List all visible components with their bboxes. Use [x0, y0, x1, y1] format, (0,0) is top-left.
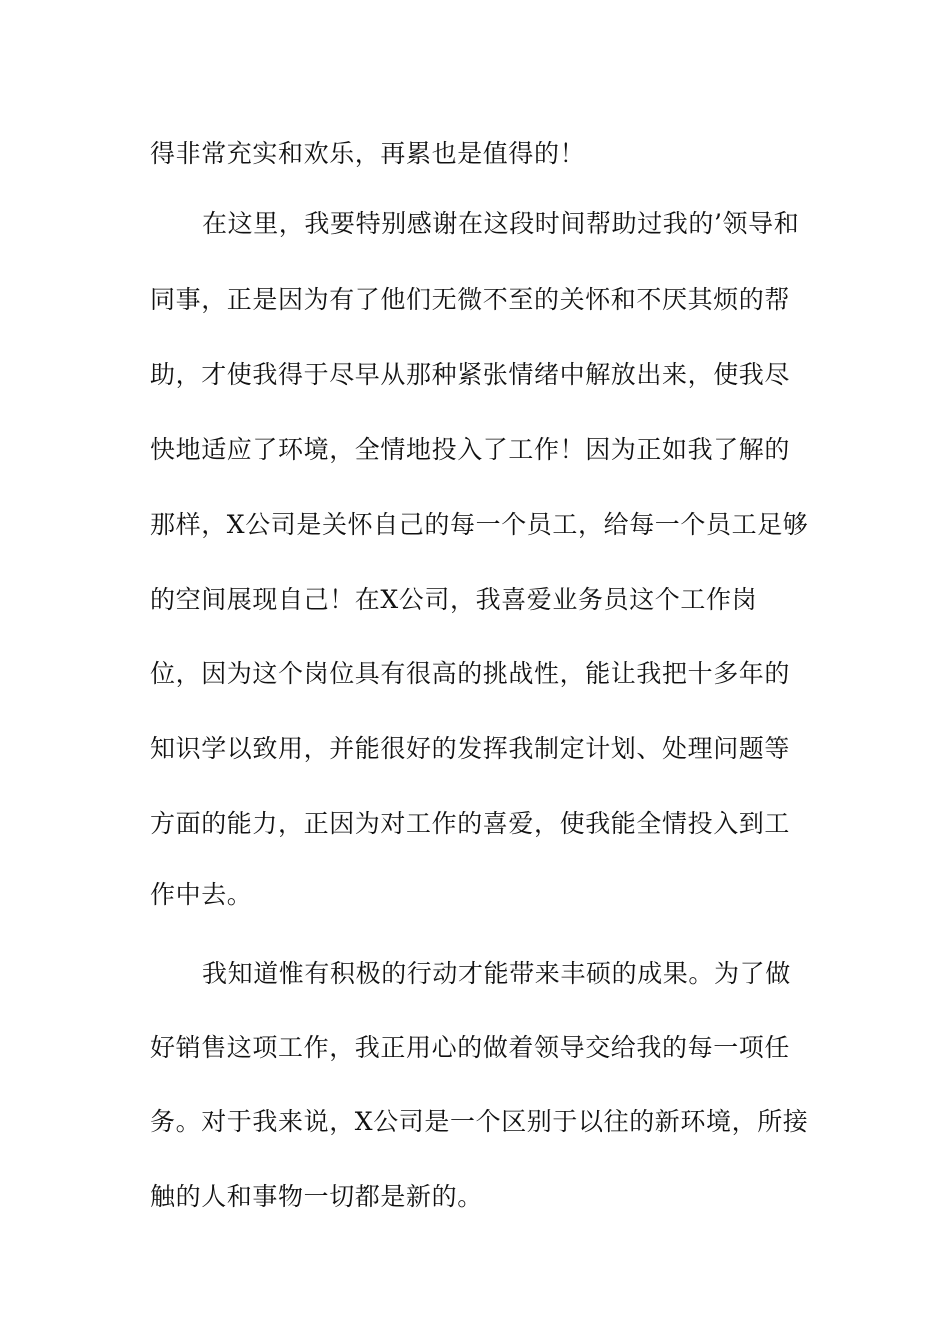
text-line: 助，才使我得于尽早从那种紧张情绪中解放出来，使我尽 — [150, 360, 791, 389]
text-line: 知识学以致用，并能很好的发挥我制定计划、处理问题等 — [150, 734, 791, 763]
text-line: 位，因为这个岗位具有很高的挑战性，能让我把十多年的 — [150, 659, 791, 688]
paragraph-first-line: 在这里，我要特别感谢在这段时间帮助过我的’领导和 — [202, 209, 800, 238]
text-line: 同事，正是因为有了他们无微不至的关怀和不厌其烦的帮 — [150, 285, 791, 314]
text-line: 方面的能力，正因为对工作的喜爱，使我能全情投入到工 — [150, 809, 791, 838]
paragraph-first-line: 我知道惟有积极的行动才能带来丰硕的成果。为了做 — [202, 959, 791, 988]
text-line: 那样，X公司是关怀自己的每一个员工，给每一个员工足够 — [150, 510, 809, 539]
text-line: 触的人和事物一切都是新的。 — [150, 1182, 483, 1211]
text-line: 务。对于我来说，X公司是一个区别于以往的新环境，所接 — [150, 1107, 809, 1136]
text-line: 的空间展现自己！在X公司，我喜爱业务员这个工作岗 — [150, 585, 758, 614]
text-line: 作中去。 — [150, 880, 253, 909]
text-line: 好销售这项工作，我正用心的做着领导交给我的每一项任 — [150, 1033, 791, 1062]
text-line: 得非常充实和欢乐，再累也是值得的！ — [150, 139, 586, 168]
text-line: 快地适应了环境，全情地投入了工作！因为正如我了解的 — [150, 435, 791, 464]
